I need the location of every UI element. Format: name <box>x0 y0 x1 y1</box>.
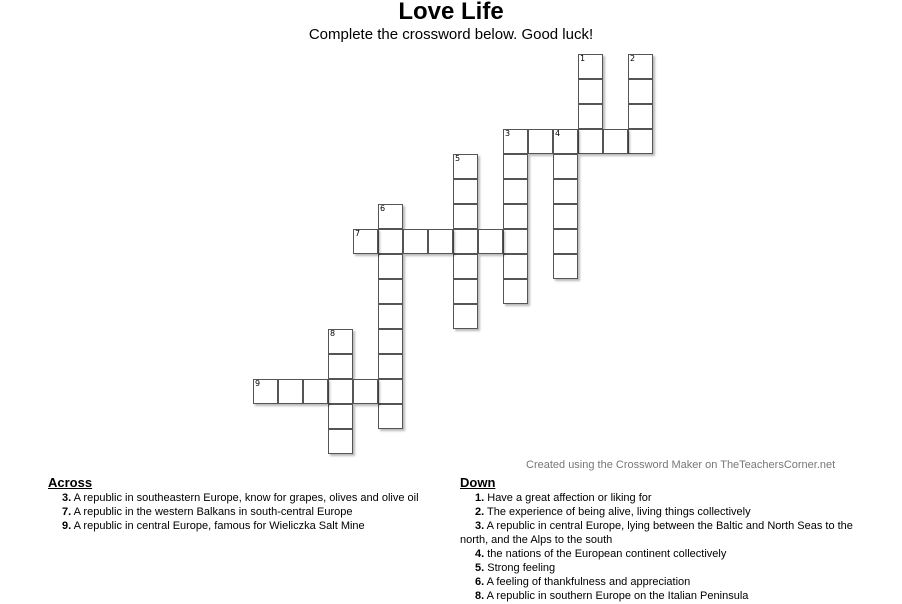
across-clue <box>48 505 448 519</box>
grid-cell[interactable] <box>628 129 653 154</box>
cell-number: 4 <box>555 129 561 138</box>
grid-cell[interactable] <box>503 179 528 204</box>
grid-cell[interactable] <box>453 279 478 304</box>
clue-text: A republic in the western Balkans in south-central Europe <box>73 506 353 518</box>
clue-number: 6. <box>475 576 485 588</box>
grid-cell[interactable] <box>553 179 578 204</box>
grid-cell[interactable] <box>378 204 403 229</box>
down-heading: Down <box>460 475 496 490</box>
down-clue <box>460 561 865 575</box>
grid-cell[interactable] <box>503 154 528 179</box>
grid-cell[interactable] <box>603 129 628 154</box>
grid-cell[interactable] <box>503 254 528 279</box>
grid-cell[interactable] <box>453 254 478 279</box>
clue-text: The experience of being alive, living things collectively <box>487 506 751 518</box>
clue-number: 1. <box>475 492 485 504</box>
cell-number: 8 <box>330 329 336 338</box>
clue-number: 5. <box>475 562 485 574</box>
across-clue <box>48 519 448 533</box>
clue-number: 9. <box>62 520 72 532</box>
grid-cell[interactable] <box>453 204 478 229</box>
clue-text: Strong feeling <box>487 562 556 574</box>
grid-cell[interactable] <box>378 329 403 354</box>
down-clue <box>460 589 865 603</box>
grid-cell[interactable] <box>328 379 353 404</box>
cell-number: 3 <box>505 129 511 138</box>
grid-cell[interactable] <box>578 79 603 104</box>
cell-number: 5 <box>455 154 461 163</box>
grid-cell[interactable] <box>503 279 528 304</box>
grid-cell[interactable] <box>628 54 653 79</box>
grid-cell[interactable] <box>378 254 403 279</box>
grid-cell[interactable] <box>578 54 603 79</box>
grid-cell[interactable] <box>378 229 403 254</box>
cell-number: 9 <box>255 379 261 388</box>
grid-cell[interactable] <box>453 304 478 329</box>
grid-cell[interactable] <box>378 304 403 329</box>
clue-number: 2. <box>475 506 485 518</box>
grid-cell[interactable] <box>453 154 478 179</box>
clue-text: A republic in central Europe, lying between the Baltic and North Seas to the north, and the Alps to the south <box>460 520 853 546</box>
grid-cell[interactable] <box>403 229 428 254</box>
grid-cell[interactable] <box>578 104 603 129</box>
puzzle-subtitle: Complete the crossword below. Good luck! <box>308 26 594 43</box>
clue-text: A republic in southern Europe on the Italian Peninsula <box>486 590 749 602</box>
grid-cell[interactable] <box>528 129 553 154</box>
across-heading: Across <box>48 475 93 490</box>
clue-number: 8. <box>475 590 485 602</box>
grid-cell[interactable] <box>353 229 378 254</box>
clue-text: the nations of the European continent collectively <box>487 548 727 560</box>
grid-cell[interactable] <box>503 204 528 229</box>
down-clues <box>460 475 865 603</box>
across-clues <box>48 475 448 533</box>
clue-number: 4. <box>475 548 485 560</box>
grid-cell[interactable] <box>353 379 378 404</box>
puzzle-title: Love Life <box>398 0 504 25</box>
clue-text: A republic in southeastern Europe, know for grapes, olives and olive oil <box>73 492 419 504</box>
grid-cell[interactable] <box>453 229 478 254</box>
down-clue <box>460 505 865 519</box>
grid-cell[interactable] <box>328 404 353 429</box>
grid-cell[interactable] <box>253 379 278 404</box>
grid-cell[interactable] <box>278 379 303 404</box>
grid-cell[interactable] <box>378 404 403 429</box>
grid-cell[interactable] <box>553 254 578 279</box>
grid-cell[interactable] <box>503 129 528 154</box>
grid-cell[interactable] <box>553 204 578 229</box>
grid-cell[interactable] <box>378 379 403 404</box>
grid-cell[interactable] <box>503 229 528 254</box>
cell-number: 7 <box>355 229 361 238</box>
grid-cell[interactable] <box>328 329 353 354</box>
down-clue <box>460 547 865 561</box>
cell-number: 1 <box>580 54 586 63</box>
credit-line: Created using the Crossword Maker on TheTeachersCorner.net <box>526 459 836 471</box>
grid-cell[interactable] <box>303 379 328 404</box>
grid-cell[interactable] <box>553 229 578 254</box>
grid-cell[interactable] <box>328 429 353 454</box>
grid-cell[interactable] <box>478 229 503 254</box>
clue-text: Have a great affection or liking for <box>487 492 652 504</box>
grid-cell[interactable] <box>553 154 578 179</box>
grid-cell[interactable] <box>628 104 653 129</box>
grid-cell[interactable] <box>553 129 578 154</box>
cell-number: 6 <box>380 204 386 213</box>
grid-cell[interactable] <box>578 129 603 154</box>
clue-number: 3. <box>475 520 485 532</box>
down-clue <box>460 575 865 589</box>
clue-number: 7. <box>62 506 72 518</box>
grid-cell[interactable] <box>378 354 403 379</box>
clue-number: 3. <box>62 492 72 504</box>
clue-text: A feeling of thankfulness and appreciation <box>486 576 691 588</box>
grid-cell[interactable] <box>328 354 353 379</box>
grid-cell[interactable] <box>428 229 453 254</box>
grid-cell[interactable] <box>378 279 403 304</box>
grid-cell[interactable] <box>628 79 653 104</box>
down-clue <box>460 491 865 505</box>
cell-number: 2 <box>630 54 636 63</box>
across-clue <box>48 491 448 505</box>
down-clue <box>460 519 865 547</box>
grid-cell[interactable] <box>453 179 478 204</box>
clue-text: A republic in central Europe, famous for Wieliczka Salt Mine <box>73 520 365 532</box>
